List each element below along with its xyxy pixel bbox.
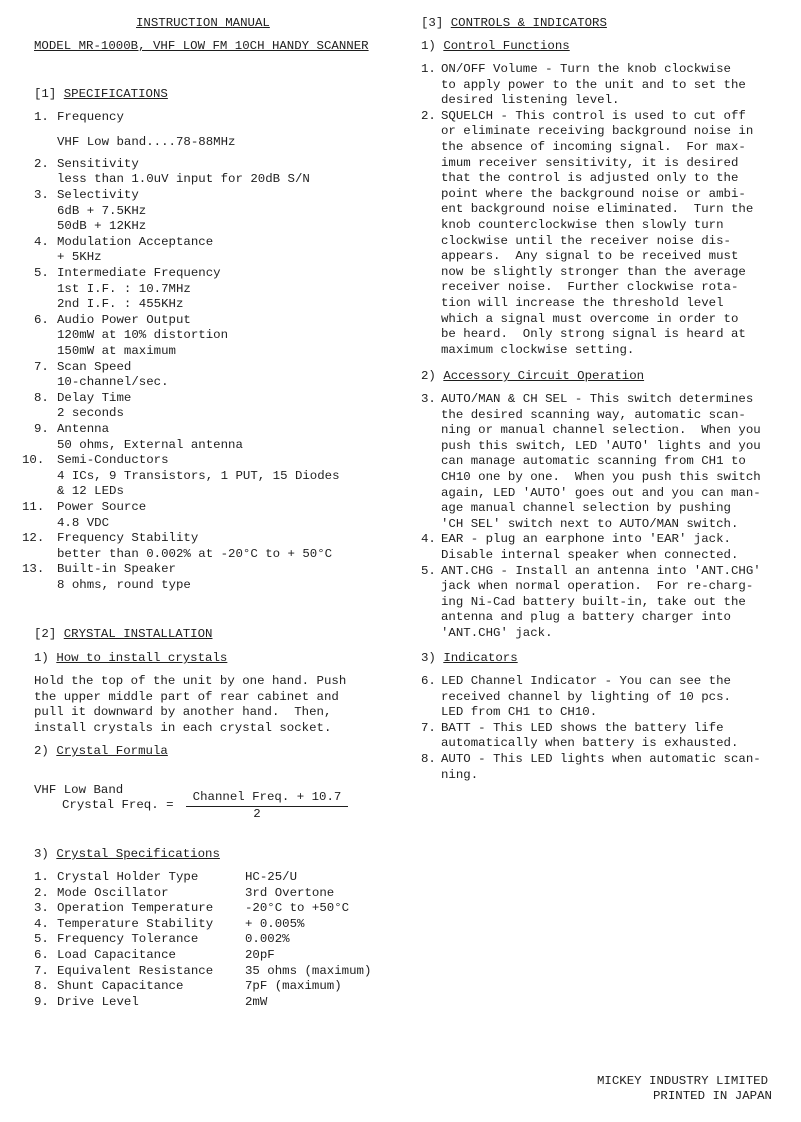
control-item-line: knob counterclockwise then slowly turn — [441, 218, 724, 232]
controls-heading-num: [3] — [421, 16, 444, 30]
how-to-line: install crystals in each crystal socket. — [34, 721, 332, 735]
control-item-line: be heard. Only strong signal is heard at — [441, 327, 746, 341]
spec-item-number: 6. — [34, 313, 49, 327]
control-item-line: ON/OFF Volume - Turn the knob clockwise — [441, 62, 731, 76]
spec-item-title: Selectivity — [57, 188, 139, 202]
spec-item-number: 9. — [34, 422, 49, 436]
footer-company: MICKEY INDUSTRY LIMITED — [597, 1074, 769, 1088]
crystal-spec-label: Load Capacitance — [57, 948, 176, 962]
control-item-number: 5. — [421, 564, 436, 578]
control-item-line: the desired scanning way, automatic scan- — [441, 408, 746, 422]
crystal-formula-num: 2) — [34, 744, 49, 758]
spec-item-value: better than 0.002% at -20°C to + 50°C — [57, 547, 333, 561]
spec-item-value: 120mW at 10% distortion — [57, 328, 229, 342]
control-item-line: 'ANT.CHG' jack. — [441, 626, 553, 640]
crystal-spec-number: 9. — [34, 995, 49, 1009]
spec-item-number: 7. — [34, 360, 49, 374]
spec-item-value: VHF Low band....78-88MHz — [57, 135, 236, 149]
crystal-spec-number: 4. — [34, 917, 49, 931]
control-item-number: 7. — [421, 721, 436, 735]
control-item-line: age manual channel selection by pushing — [441, 501, 731, 515]
spec-item-number: 4. — [34, 235, 49, 249]
spec-item-title: Semi-Conductors — [57, 453, 169, 467]
spec-item-number: 5. — [34, 266, 49, 280]
control-item-line: SQUELCH - This control is used to cut off — [441, 109, 746, 123]
control-item-line: 'CH SEL' switch next to AUTO/MAN switch. — [441, 517, 739, 531]
specifications-heading-num: [1] — [34, 87, 57, 101]
crystal-spec-value: 3rd Overtone — [245, 886, 335, 900]
crystal-spec-value: + 0.005% — [245, 917, 305, 931]
control-item-line: clockwise until the receiver noise dis- — [441, 234, 731, 248]
control-item-line: the absence of incoming signal. For max- — [441, 140, 746, 154]
spec-item-title: Scan Speed — [57, 360, 132, 374]
spec-item-value: 150mW at maximum — [57, 344, 176, 358]
spec-item-title: Audio Power Output — [57, 313, 191, 327]
spec-item-value: 50dB + 12KHz — [57, 219, 147, 233]
spec-item-title: Power Source — [57, 500, 147, 514]
crystal-spec-label: Operation Temperature — [57, 901, 214, 915]
control-item-line: imum receiver sensitivity, it is desired — [441, 156, 739, 170]
spec-item-value: 2nd I.F. : 455KHz — [57, 297, 184, 311]
control-item-line: receiver noise. Further clockwise rota- — [441, 280, 739, 294]
crystal-formula-heading — [34, 744, 168, 759]
control-item-line: maximum clockwise setting. — [441, 343, 635, 357]
how-to-line: the upper middle part of rear cabinet and — [34, 690, 339, 704]
crystal-spec-number: 8. — [34, 979, 49, 993]
model-text: MODEL MR-1000B, VHF LOW FM 10CH HANDY SCANNER — [34, 39, 369, 53]
how-to-title: How to install crystals — [56, 651, 228, 665]
formula-denominator: 2 — [253, 807, 261, 821]
specifications-heading — [34, 87, 168, 102]
control-item-line: EAR - plug an earphone into 'EAR' jack. — [441, 532, 731, 546]
crystal-spec-value: 0.002% — [245, 932, 290, 946]
control-item-line: Disable internal speaker when connected. — [441, 548, 739, 562]
crystal-formula-title: Crystal Formula — [56, 744, 168, 758]
crystal-spec-label: Shunt Capacitance — [57, 979, 184, 993]
spec-item-number: 13. — [22, 562, 45, 576]
control-item-line: ning or manual channel selection. When you — [441, 423, 761, 437]
crystal-spec-number: 7. — [34, 964, 49, 978]
spec-item-title: Intermediate Frequency — [57, 266, 221, 280]
control-item-line: push this switch, LED 'AUTO' lights and you — [441, 439, 761, 453]
control-item-line: can manage automatic scanning from CH1 to — [441, 454, 746, 468]
indicators-num: 3) — [421, 651, 436, 665]
crystal-spec-label: Drive Level — [57, 995, 139, 1009]
specifications-heading-text: SPECIFICATIONS — [63, 87, 168, 101]
control-item-line: LED from CH1 to CH10. — [441, 705, 598, 719]
spec-item-number: 10. — [22, 453, 45, 467]
control-item-line: now be slightly stronger than the average — [441, 265, 746, 279]
control-item-line: appears. Any signal to be received must — [441, 249, 739, 263]
control-item-line: point where the background noise or ambi- — [441, 187, 746, 201]
spec-item-title: Frequency Stability — [57, 531, 199, 545]
control-item-line: desired listening level. — [441, 93, 620, 107]
control-functions-heading — [421, 39, 570, 54]
controls-heading — [421, 16, 607, 31]
crystal-spec-number: 2. — [34, 886, 49, 900]
control-item-line: tion will increase the threshold level — [441, 296, 724, 310]
model-line — [34, 39, 369, 54]
crystal-spec-value: HC-25/U — [245, 870, 298, 884]
control-item-number: 8. — [421, 752, 436, 766]
control-item-line: again, LED 'AUTO' goes out and you can man- — [441, 486, 761, 500]
control-item-line: to apply power to the unit and to set the — [441, 78, 746, 92]
control-item-line: CH10 one by one. When you push this switch — [441, 470, 761, 484]
control-item-number: 4. — [421, 532, 436, 546]
crystal-spec-label: Mode Oscillator — [57, 886, 169, 900]
crystal-installation-heading-num: [2] — [34, 627, 57, 641]
crystal-specs-heading — [34, 847, 220, 862]
control-item-number: 6. — [421, 674, 436, 688]
spec-item-value: 10-channel/sec. — [57, 375, 169, 389]
control-item-line: which a signal must overcome in order to — [441, 312, 739, 326]
control-item-line: ing Ni-Cad battery built-in, take out the — [441, 595, 746, 609]
control-item-line: BATT - This LED shows the battery life — [441, 721, 724, 735]
spec-item-number: 1. — [34, 110, 49, 124]
crystal-spec-value: 2mW — [245, 995, 268, 1009]
control-item-number: 1. — [421, 62, 436, 76]
control-item-line: LED Channel Indicator - You can see the — [441, 674, 731, 688]
how-to-line: pull it downward by another hand. Then, — [34, 705, 332, 719]
spec-item-value: 4 ICs, 9 Transistors, 1 PUT, 15 Diodes — [57, 469, 340, 483]
spec-item-title: Antenna — [57, 422, 110, 436]
indicators-title: Indicators — [443, 651, 518, 665]
control-functions-title: Control Functions — [443, 39, 570, 53]
spec-item-value: 1st I.F. : 10.7MHz — [57, 282, 191, 296]
spec-item-title: Frequency — [57, 110, 124, 124]
spec-item-number: 11. — [22, 500, 45, 514]
crystal-spec-value: -20°C to +50°C — [245, 901, 350, 915]
crystal-installation-heading-text: CRYSTAL INSTALLATION — [63, 627, 213, 641]
spec-item-number: 3. — [34, 188, 49, 202]
control-item-line: automatically when battery is exhausted. — [441, 736, 739, 750]
crystal-spec-label: Frequency Tolerance — [57, 932, 199, 946]
control-item-line: antenna and plug a battery charger into — [441, 610, 731, 624]
formula-lhs: Crystal Freq. = — [62, 798, 174, 812]
control-item-line: jack when normal operation. For re-charg- — [441, 579, 754, 593]
spec-item-value: 8 ohms, round type — [57, 578, 191, 592]
how-to-line: Hold the top of the unit by one hand. Push — [34, 674, 347, 688]
control-item-line: received channel by lighting of 10 pcs. — [441, 690, 731, 704]
controls-heading-text: CONTROLS & INDICATORS — [450, 16, 607, 30]
spec-item-value: & 12 LEDs — [57, 484, 124, 498]
spec-item-title: Sensitivity — [57, 157, 139, 171]
spec-item-value: less than 1.0uV input for 20dB S/N — [57, 172, 310, 186]
spec-item-title: Modulation Acceptance — [57, 235, 214, 249]
accessory-num: 2) — [421, 369, 436, 383]
spec-item-value: 4.8 VDC — [57, 516, 110, 530]
formula-numerator: Channel Freq. + 10.7 — [192, 790, 342, 804]
spec-item-value: 50 ohms, External antenna — [57, 438, 243, 452]
crystal-spec-label: Crystal Holder Type — [57, 870, 199, 884]
spec-item-title: Delay Time — [57, 391, 132, 405]
manual-title: INSTRUCTION MANUAL — [136, 16, 270, 30]
control-item-line: AUTO/MAN & CH SEL - This switch determines — [441, 392, 754, 406]
crystal-specs-title: Crystal Specifications — [56, 847, 220, 861]
accessory-heading — [421, 369, 644, 384]
control-item-line: AUTO - This LED lights when automatic scan- — [441, 752, 761, 766]
formula-band: VHF Low Band — [34, 783, 124, 797]
spec-item-value: 2 seconds — [57, 406, 124, 420]
control-item-line: or eliminate receiving background noise in — [441, 124, 754, 138]
accessory-title: Accessory Circuit Operation — [443, 369, 645, 383]
spec-item-number: 8. — [34, 391, 49, 405]
crystal-spec-number: 6. — [34, 948, 49, 962]
control-item-number: 2. — [421, 109, 436, 123]
crystal-spec-value: 20pF — [245, 948, 275, 962]
control-item-line: ent background noise eliminated. Turn the — [441, 202, 754, 216]
crystal-installation-heading — [34, 627, 212, 642]
crystal-spec-label: Equivalent Resistance — [57, 964, 214, 978]
how-to-heading — [34, 651, 227, 666]
control-item-number: 3. — [421, 392, 436, 406]
control-item-line: ANT.CHG - Install an antenna into 'ANT.CHG' — [441, 564, 761, 578]
spec-item-number: 2. — [34, 157, 49, 171]
footer-printed: PRINTED IN JAPAN — [653, 1089, 772, 1103]
crystal-spec-number: 3. — [34, 901, 49, 915]
spec-item-value: 6dB + 7.5KHz — [57, 204, 147, 218]
crystal-spec-value: 7pF (maximum) — [245, 979, 342, 993]
crystal-spec-label: Temperature Stability — [57, 917, 214, 931]
spec-item-value: + 5KHz — [57, 250, 102, 264]
crystal-specs-num: 3) — [34, 847, 49, 861]
crystal-spec-number: 5. — [34, 932, 49, 946]
spec-item-number: 12. — [22, 531, 45, 545]
control-item-line: ning. — [441, 768, 479, 782]
how-to-num: 1) — [34, 651, 49, 665]
crystal-spec-value: 35 ohms (maximum) — [245, 964, 372, 978]
indicators-heading — [421, 651, 518, 666]
control-item-line: that the control is adjusted only to the — [441, 171, 739, 185]
control-functions-num: 1) — [421, 39, 436, 53]
crystal-spec-number: 1. — [34, 870, 49, 884]
spec-item-title: Built-in Speaker — [57, 562, 176, 576]
